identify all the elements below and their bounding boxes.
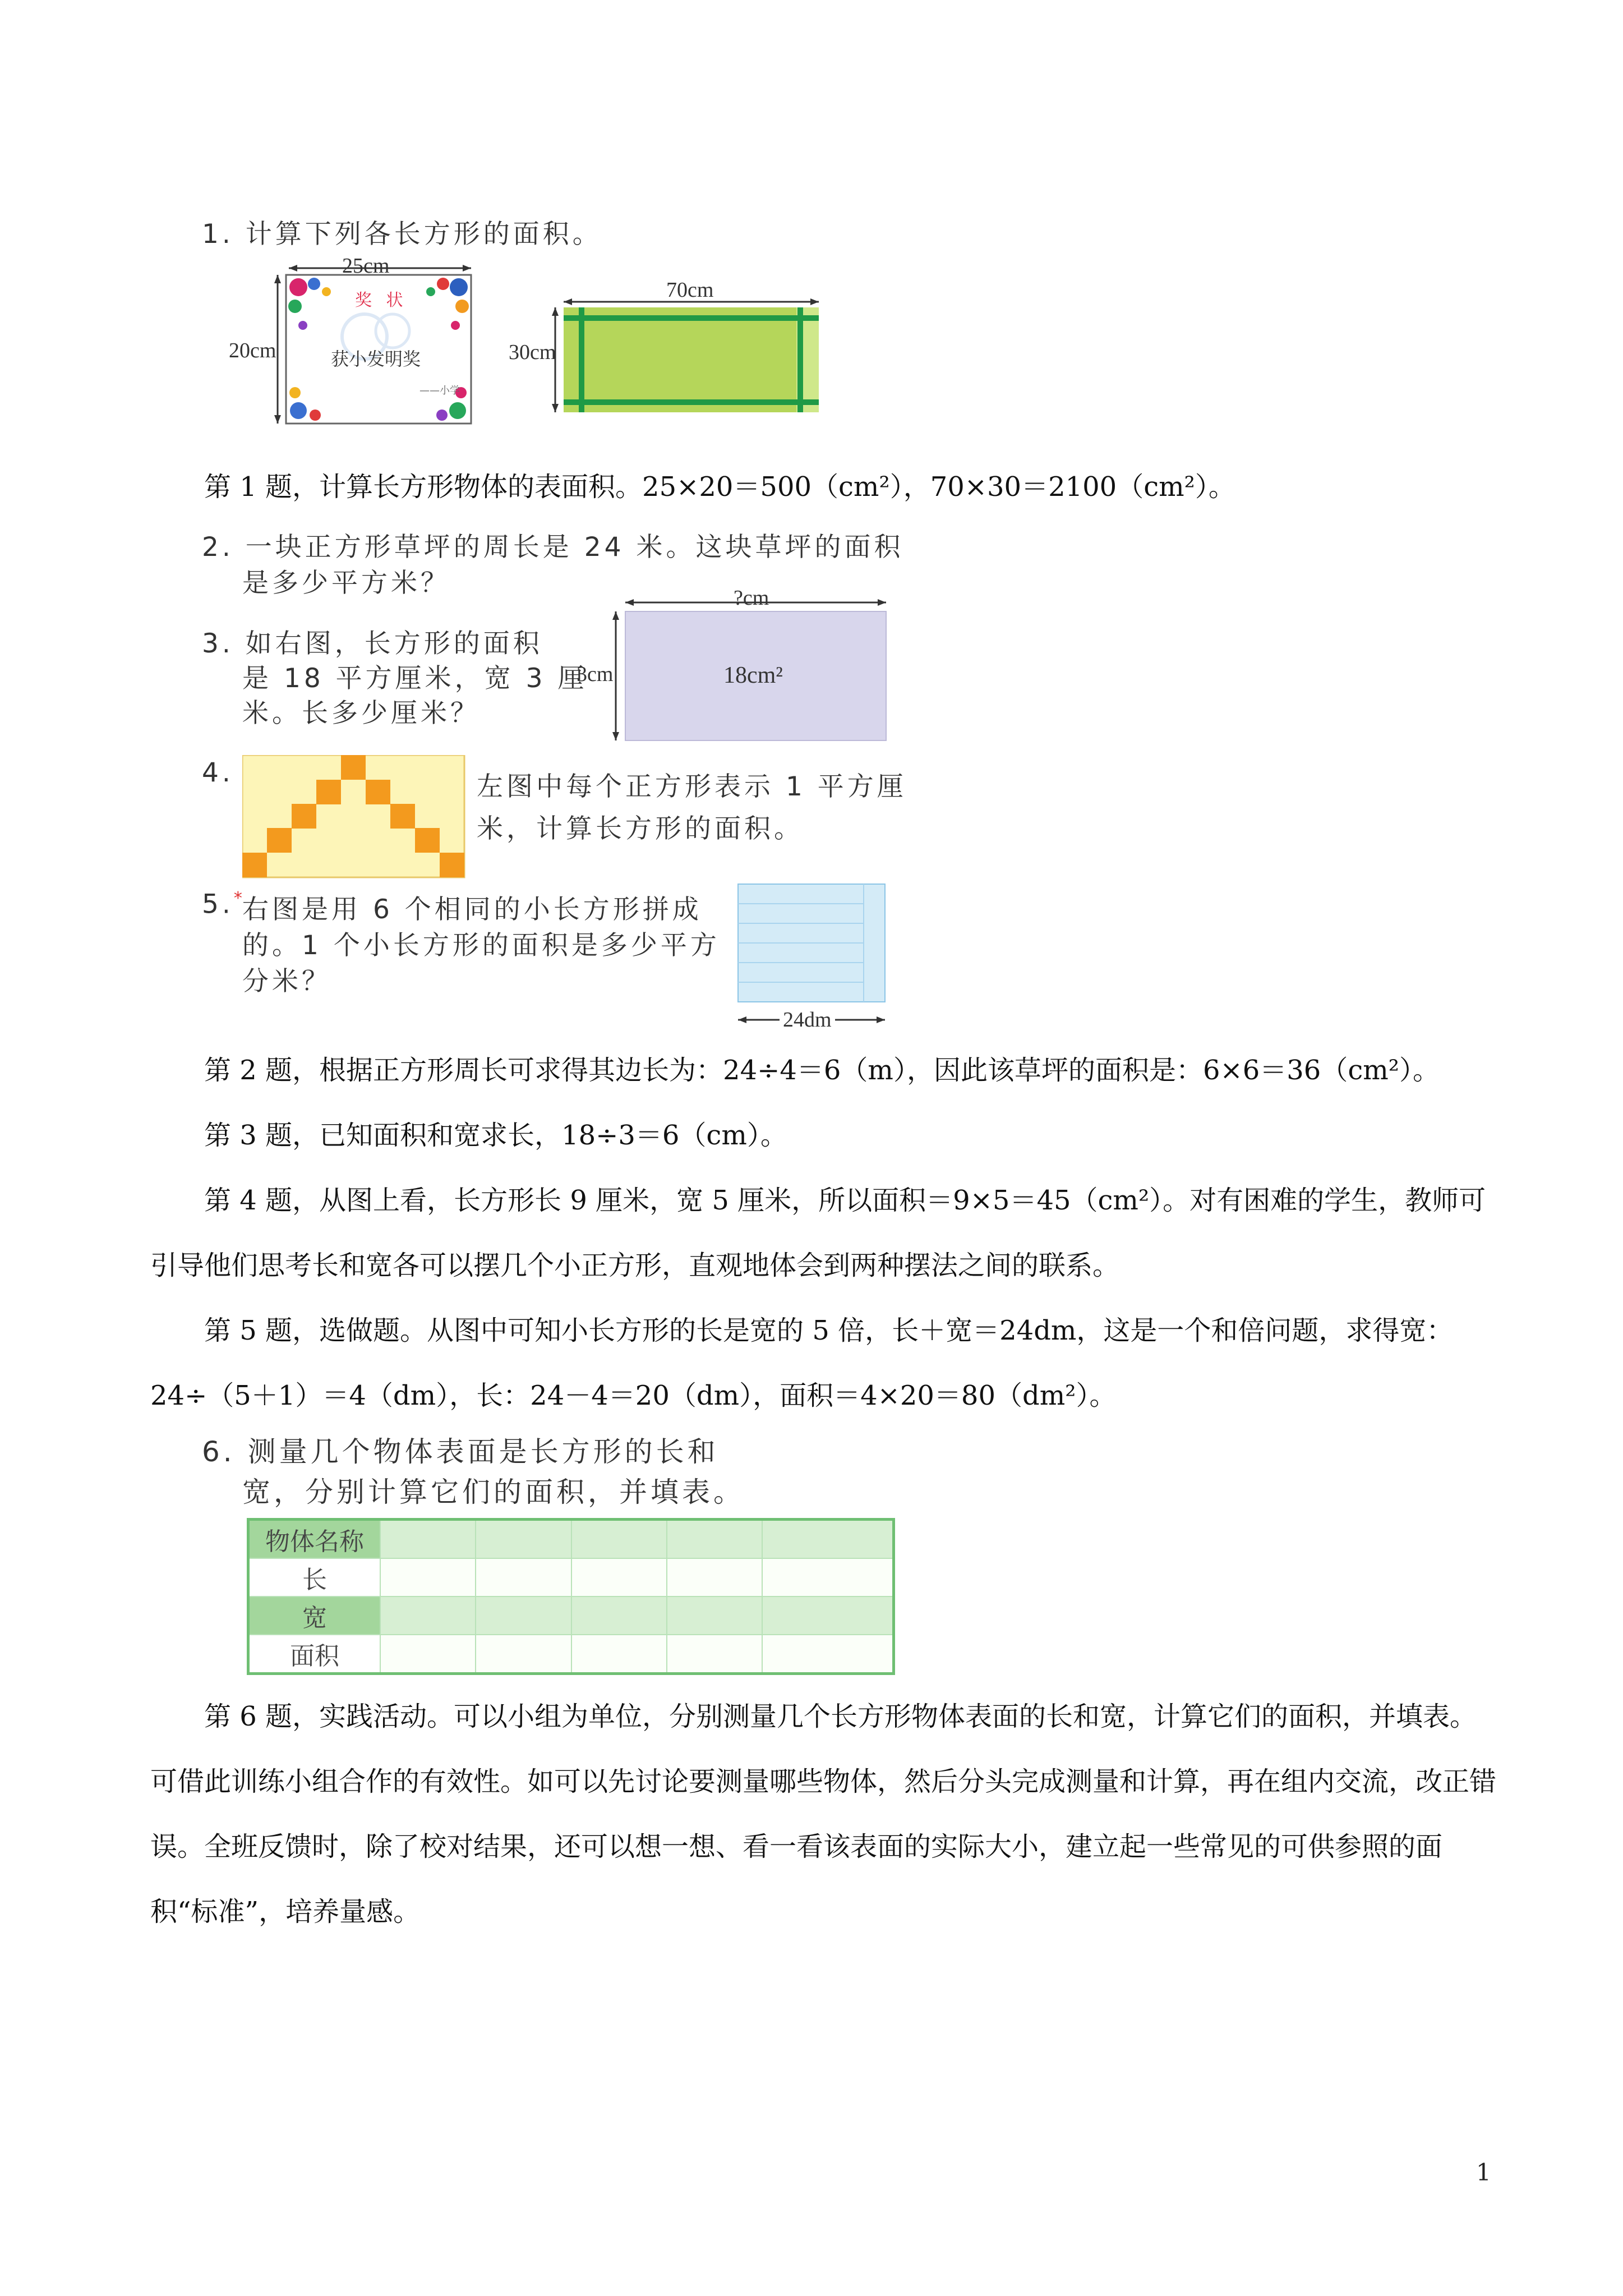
question-4-line-2: 米，计算长方形的面积。 [477, 813, 804, 844]
question-5-line-1: 右图是用 6 个相同的小长方形拼成 [242, 894, 702, 925]
question-5-line-3: 分米？ [242, 966, 331, 997]
question-5-number [202, 889, 246, 920]
cert-title: 奖 状 [355, 291, 408, 310]
cert-body: 获小发明奖 [331, 348, 421, 370]
question-6-line-2: 宽，分别计算它们的面积，并填表。 [242, 1476, 745, 1508]
table-row [248, 1520, 894, 1559]
question-3-line-2: 是 18 平方厘米，宽 3 厘 [242, 663, 588, 694]
answer-6: 第 6 题，实践活动。可以小组为单位，分别测量几个长方形物体表面的长和宽，计算它们的面积，并填表。可借此训练小组合作的有效性。如可以先讨论要测量哪些物体，然后分头完成测量和计算，再在组内交流，改正错误。全班反馈时，除了校对结果，还可以想一想、看一看该表面的实际大小，建立起一些常见的可供参照的面积“标准”，培养量感。 [150, 1701, 1497, 1927]
table-row [248, 1635, 894, 1674]
answer-5-line-2: 24÷（5＋1）＝4（dm），长：24－4＝20（dm），面积＝4×20＝80（dm²）。 [150, 1380, 1117, 1411]
page-number: 1 [1476, 2159, 1491, 2186]
answer-3: 第 3 题，已知面积和宽求长，18÷3＝6（cm）。 [204, 1120, 787, 1151]
question-2-line-1: 2. 一块正方形草坪的周长是 24 米。这块草坪的面积 [202, 532, 904, 563]
answer-4: 第 4 题，从图上看，长方形长 9 厘米，宽 5 厘米，所以面积＝9×5＝45（cm²）。对有困难的学生，教师可引导他们思考长和宽各可以摆几个小正方形，直观地体会到两种摆法之间的联系。 [150, 1185, 1486, 1281]
q3-area-label: 18cm² [723, 662, 783, 688]
answer-1: 第 1 题，计算长方形物体的表面积。25×20＝500（cm²），70×30＝2100（cm²）。 [204, 471, 1235, 503]
q3-height-label: 3cm [577, 662, 614, 686]
question-1: 1. 计算下列各长方形的面积。 [202, 219, 602, 250]
question-5-line-2: 的。1 个小长方形的面积是多少平方 [242, 930, 720, 961]
question-2-line-2: 是多少平方米？ [242, 568, 450, 599]
grass-figure [552, 298, 819, 412]
question-6-line-1: 6. 测量几个物体表面是长方形的长和 [202, 1435, 719, 1468]
cert-sign: ——小学 [419, 385, 460, 397]
row-label-length: 长 [248, 1558, 381, 1596]
answer-5-line-1: 第 5 题，选做题。从图中可知小长方形的长是宽的 5 倍，长＋宽＝24dm，这是一个和倍问题，求得宽： [204, 1315, 1454, 1346]
row-label-width: 宽 [248, 1596, 381, 1635]
table-row [248, 1558, 894, 1596]
question-4-line-1: 左图中每个正方形表示 1 平方厘 [477, 771, 907, 802]
grass-width-label: 70cm [666, 278, 714, 302]
q5-width-label: 24dm [780, 1007, 835, 1032]
cert-height-label: 20cm [229, 339, 276, 362]
row-label-object-name: 物体名称 [248, 1520, 381, 1559]
question-4-number: 4. [202, 757, 234, 788]
table-row [248, 1596, 894, 1635]
cert-width-label: 25cm [342, 254, 390, 278]
question-3-line-1: 3. 如右图，长方形的面积 [202, 628, 543, 659]
row-label-area: 面积 [248, 1635, 381, 1674]
q3-width-label: ?cm [734, 586, 769, 610]
question-3-line-3: 米。长多少厘米？ [242, 698, 480, 729]
question-5-num: 5. [202, 889, 234, 920]
grass-height-label: 30cm [509, 341, 556, 364]
object-area-table [247, 1518, 895, 1675]
optional-star: * [233, 889, 246, 908]
answer-2: 第 2 题，根据正方形周长可求得其边长为：24÷4＝6（m），因此该草坪的面积是：6×6＝36（cm²）。 [204, 1055, 1440, 1086]
figure-q4-grid [242, 755, 467, 878]
